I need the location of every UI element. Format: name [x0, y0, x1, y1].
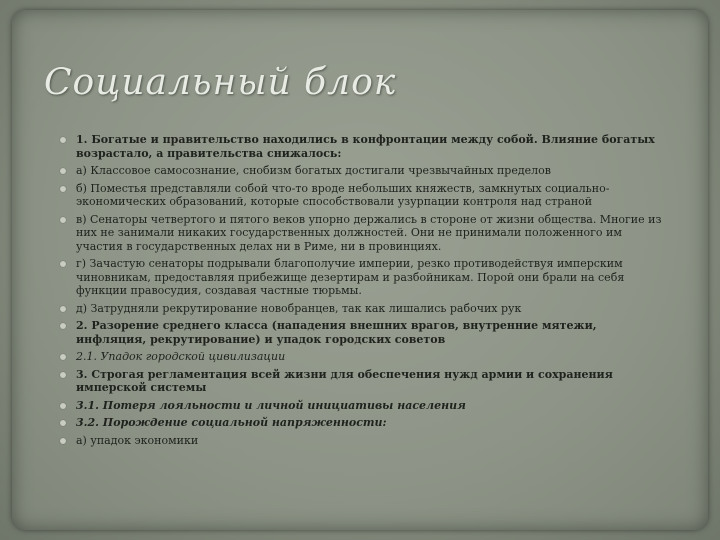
list-item-text: а) упадок экономики — [76, 433, 199, 447]
bullet-icon — [60, 354, 66, 360]
bullet-icon — [60, 372, 66, 378]
bullet-icon — [60, 217, 66, 223]
list-item-text: д) Затрудняли рекрутирование новобранцев, так как лишались рабочих рук — [76, 301, 522, 315]
bullet-icon — [60, 403, 66, 409]
bullet-icon — [60, 420, 66, 426]
list-item — [60, 350, 670, 364]
list-item-text: а) Классовое самосознание, снобизм богатых достигали чрезвычайных пределов — [76, 164, 551, 177]
list-item — [60, 416, 670, 430]
list-item-text: 2.1. Упадок городской цивилизации — [76, 350, 286, 363]
slide-title: Социальный блок — [44, 62, 397, 103]
bullet-icon — [60, 137, 66, 143]
list-item-text: 2. Разорение среднего класса (нападения внешних врагов, внутренние мятежи, инфляция, рекрутирование) и упадок городских советов — [76, 319, 597, 346]
bullet-list — [60, 133, 670, 451]
list-item — [60, 257, 670, 298]
bullet-icon — [60, 186, 66, 192]
list-item-text: г) Зачастую сенаторы подрывали благополучие империи, резко противодействуя имперским чиновникам, предоставляя прибежище дезертирам и разбойникам. Порой они брали на себя функции правосудия, создавая частные тюрьмы. — [76, 257, 625, 297]
list-item — [60, 164, 670, 178]
list-item-text: 3. Строгая регламентация всей жизни для обеспечения нужд армии и сохранения имперской системы — [76, 367, 613, 394]
list-item — [60, 319, 670, 346]
list-item-text: 3.2. Порождение социальной напряженности: — [76, 416, 387, 429]
list-item — [60, 368, 670, 395]
list-item — [60, 213, 670, 254]
list-item — [60, 434, 670, 448]
bullet-icon — [60, 306, 66, 312]
bullet-icon — [60, 168, 66, 174]
list-item — [60, 182, 670, 209]
content-panel — [12, 10, 708, 530]
list-item-text: в) Сенаторы четвертого и пятого веков упорно держались в стороне от жизни общества. Многие из них не занимали никаких государственных должностей. Они не принимали положенного им участия в государственных делах ни в Риме, ни в провинциях. — [76, 212, 662, 253]
list-item — [60, 133, 670, 160]
bullet-icon — [60, 323, 66, 329]
list-item-text: 1. Богатые и правительство находились в конфронтации между собой. Влияние богатых возрастало, а правительства снижалось: — [76, 133, 655, 160]
list-item — [60, 302, 670, 316]
list-item-text: б) Поместья представляли собой что-то вроде небольших княжеств, замкнутых социально-экономических образований, которые способствовали узурпации контроля над страной — [76, 181, 610, 208]
list-item-text: 3.1. Потеря лояльности и личной инициативы населения — [76, 398, 466, 412]
list-item — [60, 399, 670, 413]
bullet-icon — [60, 261, 66, 267]
bullet-icon — [60, 438, 66, 444]
